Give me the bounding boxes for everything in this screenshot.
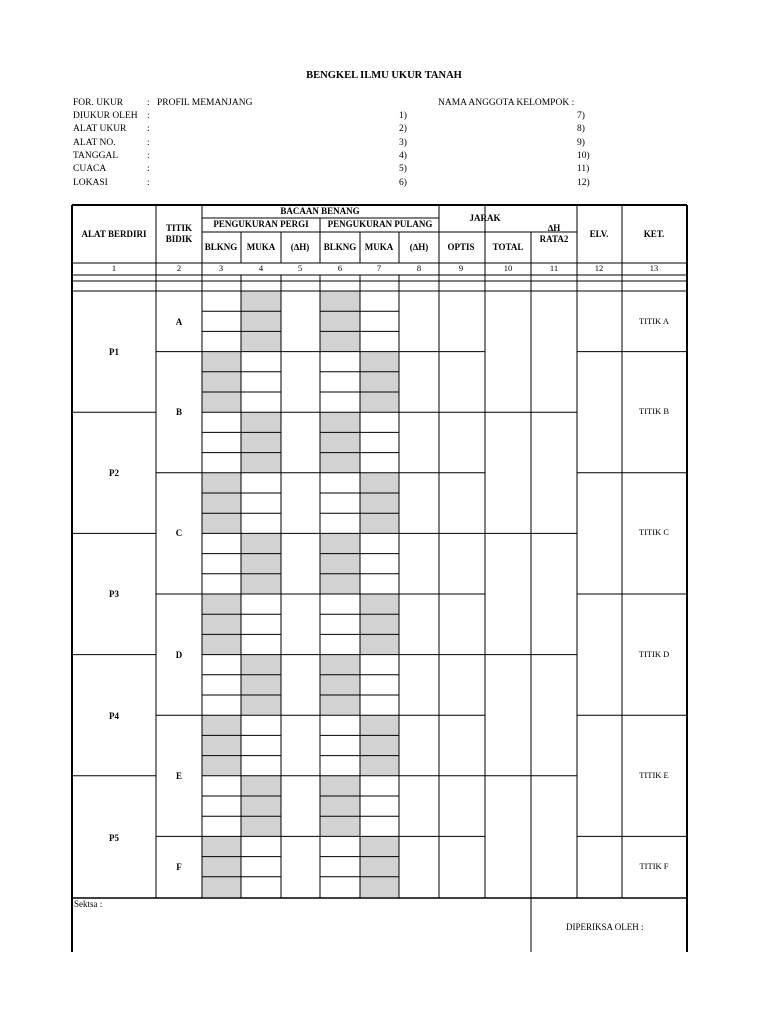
shaded-cell [202, 857, 241, 877]
checked-by-label: DIPERIKSA OLEH : [566, 922, 644, 932]
header-muka: MUKA [246, 241, 276, 252]
station-label: P4 [109, 710, 119, 721]
info-label-alat-ukur: ALAT UKUR [73, 124, 127, 134]
shaded-cell [360, 473, 399, 493]
form-title: BENGKEL ILMU UKUR TANAH [306, 70, 462, 81]
keterangan-label: TITIK C [639, 527, 669, 538]
column-number: 4 [258, 263, 264, 274]
sketch-label: Sektsa : [74, 899, 103, 909]
shaded-cell [202, 715, 241, 735]
shaded-cell [360, 513, 399, 533]
shaded-cell [202, 756, 241, 776]
shaded-cell [241, 574, 281, 594]
shaded-cell [320, 412, 360, 432]
shaded-cell [202, 372, 241, 392]
shaded-cell [360, 594, 399, 614]
column-number: 7 [376, 263, 382, 274]
shaded-cell [202, 473, 241, 493]
shaded-cell [360, 634, 399, 654]
shaded-cell [320, 655, 360, 675]
info-value-for-ukur: PROFIL MEMANJANG [157, 98, 253, 108]
shaded-cell [241, 655, 281, 675]
shaded-cell [202, 614, 241, 634]
shaded-cell [241, 816, 281, 836]
point-label: D [175, 649, 183, 660]
keterangan-label: TITIK F [639, 861, 669, 872]
station-label: P3 [109, 588, 119, 599]
point-label: B [175, 406, 183, 417]
column-number: 9 [458, 263, 464, 274]
member-slot: 1) [399, 111, 407, 121]
shaded-cell [320, 331, 360, 351]
column-number: 2 [176, 263, 182, 274]
shaded-cell [320, 816, 360, 836]
header-pengukuran-pulang: PENGUKURAN PULANG [327, 218, 433, 229]
member-slot: 12) [577, 178, 590, 188]
header-rata2: RATA2 [539, 233, 569, 244]
shaded-cell [202, 836, 241, 856]
keterangan-label: TITIK E [639, 770, 669, 781]
shaded-cell [360, 715, 399, 735]
keterangan-label: TITIK B [639, 406, 669, 417]
shaded-cell [360, 372, 399, 392]
shaded-cell [241, 453, 281, 473]
column-number: 6 [337, 263, 343, 274]
shaded-cell [320, 675, 360, 695]
shaded-cell [360, 352, 399, 372]
point-label: A [175, 316, 183, 327]
info-colon: : [147, 164, 150, 174]
header-titik: TITIK [165, 222, 193, 233]
column-number: 8 [416, 263, 422, 274]
member-slot: 8) [577, 124, 585, 134]
header-dh: ∆H [547, 222, 561, 233]
header-bidik: BIDIK [165, 233, 193, 244]
shaded-cell [241, 796, 281, 816]
shaded-cell [241, 533, 281, 553]
shaded-cell [320, 554, 360, 574]
keterangan-label: TITIK A [639, 316, 669, 327]
info-colon: : [147, 98, 150, 108]
shaded-cell [202, 877, 241, 897]
shaded-cell [241, 311, 281, 331]
shaded-cell [202, 634, 241, 654]
shaded-cell [360, 857, 399, 877]
member-slot: 4) [399, 151, 407, 161]
shaded-cell [320, 776, 360, 796]
shaded-cell [360, 756, 399, 776]
shaded-cell [241, 776, 281, 796]
point-label: E [175, 770, 183, 781]
header-alat-berdiri: ALAT BERDIRI [81, 228, 147, 239]
shaded-cell [202, 513, 241, 533]
shaded-cell [320, 291, 360, 311]
shaded-cell [202, 352, 241, 372]
shaded-cell [320, 796, 360, 816]
header-delta-h: (∆H) [290, 241, 310, 252]
shaded-cell [320, 574, 360, 594]
member-slot: 9) [577, 138, 585, 148]
keterangan-label: TITIK D [638, 649, 670, 660]
column-number: 3 [218, 263, 224, 274]
info-colon: : [147, 111, 150, 121]
header-muka: MUKA [364, 241, 394, 252]
shaded-cell [202, 392, 241, 412]
shaded-cell [202, 594, 241, 614]
member-slot: 3) [399, 138, 407, 148]
info-label-alat-no: ALAT NO. [73, 138, 116, 148]
shaded-cell [320, 453, 360, 473]
member-slot: 10) [577, 151, 590, 161]
header-blkng: BLKNG [323, 241, 357, 252]
shaded-cell [202, 493, 241, 513]
station-label: P2 [109, 467, 119, 478]
info-label-lokasi: LOKASI [73, 178, 108, 188]
shaded-cell [241, 695, 281, 715]
info-label-for-ukur: FOR. UKUR [73, 98, 124, 108]
member-slot: 2) [399, 124, 407, 134]
shaded-cell [360, 493, 399, 513]
member-slot: 11) [577, 164, 590, 174]
column-number: 1 [111, 263, 117, 274]
column-number: 12 [594, 263, 604, 274]
header-optis: OPTIS [447, 241, 475, 252]
info-label-diukur-oleh: DIUKUR OLEH [73, 111, 138, 121]
info-colon: : [147, 124, 150, 134]
point-label: F [176, 861, 182, 872]
shaded-cell [320, 432, 360, 452]
column-number: 11 [549, 263, 559, 274]
shaded-cell [241, 554, 281, 574]
header-total: TOTAL [492, 241, 524, 252]
header-blkng: BLKNG [204, 241, 238, 252]
info-label-cuaca: CUACA [73, 164, 107, 174]
info-colon: : [147, 178, 150, 188]
header-jarak: JARAK [469, 212, 501, 223]
shaded-cell [241, 331, 281, 351]
shaded-cell [320, 311, 360, 331]
shaded-cell [202, 735, 241, 755]
shaded-cell [360, 614, 399, 634]
column-number: 10 [503, 263, 513, 274]
point-label: C [175, 527, 183, 538]
header-ket: KET. [643, 228, 665, 239]
shaded-cell [360, 735, 399, 755]
info-colon: : [147, 151, 150, 161]
station-label: P1 [109, 346, 119, 357]
shaded-cell [320, 533, 360, 553]
header-elv: ELV. [589, 228, 609, 239]
header-pengukuran-pergi: PENGUKURAN PERGI [213, 218, 309, 229]
members-title: NAMA ANGGOTA KELOMPOK : [438, 98, 575, 108]
shaded-cell [360, 836, 399, 856]
header-delta-h: (∆H) [409, 241, 429, 252]
shaded-cell [320, 695, 360, 715]
shaded-cell [241, 432, 281, 452]
member-slot: 5) [399, 164, 407, 174]
member-slot: 7) [577, 111, 585, 121]
shaded-cell [360, 877, 399, 897]
member-slot: 6) [399, 178, 407, 188]
shaded-cell [241, 412, 281, 432]
header-bacaan-benang: BACAAN BENANG [280, 205, 360, 216]
shaded-cell [241, 291, 281, 311]
station-label: P5 [109, 832, 119, 843]
shaded-cell [241, 675, 281, 695]
info-label-tanggal: TANGGAL [73, 151, 119, 161]
column-number: 5 [297, 263, 303, 274]
column-number: 13 [649, 263, 659, 274]
info-colon: : [147, 138, 150, 148]
shaded-cell [360, 392, 399, 412]
